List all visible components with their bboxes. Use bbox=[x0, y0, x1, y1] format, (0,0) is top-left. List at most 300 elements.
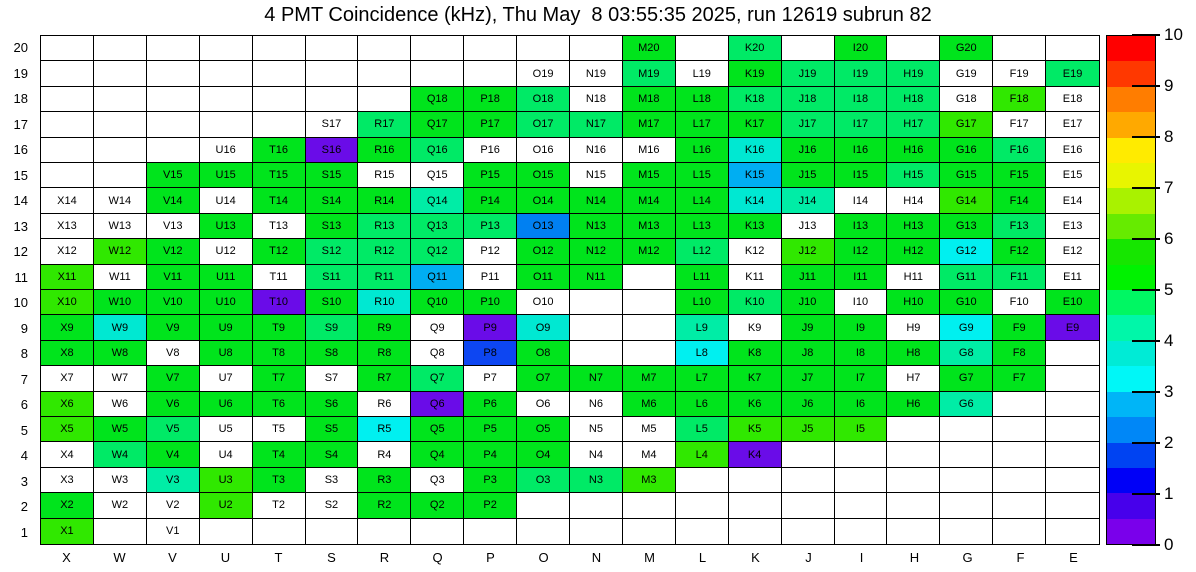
heatmap-cell: O16 bbox=[517, 138, 570, 163]
colorbar-tick-label: 10 bbox=[1164, 25, 1183, 44]
heatmap-cell bbox=[940, 468, 993, 493]
heatmap-cell: F18 bbox=[993, 87, 1046, 112]
heatmap-cell bbox=[993, 468, 1046, 493]
heatmap-cell: I7 bbox=[835, 366, 888, 391]
heatmap-cell: G10 bbox=[940, 290, 993, 315]
heatmap-cell: V13 bbox=[147, 214, 200, 239]
heatmap-cell: H8 bbox=[887, 341, 940, 366]
y-axis-label: 20 bbox=[13, 40, 28, 56]
heatmap-cell bbox=[729, 468, 782, 493]
heatmap-cell: J7 bbox=[782, 366, 835, 391]
heatmap-cell: I8 bbox=[835, 341, 888, 366]
heatmap-cell: O5 bbox=[517, 417, 570, 442]
heatmap-cell: S6 bbox=[306, 392, 359, 417]
heatmap-cell bbox=[464, 61, 517, 86]
heatmap-cell: V14 bbox=[147, 188, 200, 213]
heatmap-cell bbox=[411, 61, 464, 86]
heatmap-cell bbox=[623, 519, 676, 544]
heatmap-cell bbox=[306, 61, 359, 86]
heatmap-cell: R16 bbox=[358, 138, 411, 163]
heatmap-cell bbox=[940, 493, 993, 518]
heatmap-cell: T12 bbox=[253, 239, 306, 264]
heatmap-cell bbox=[1046, 493, 1099, 518]
heatmap-cell bbox=[1046, 417, 1099, 442]
heatmap-cell: I18 bbox=[835, 87, 888, 112]
heatmap-cell: V7 bbox=[147, 366, 200, 391]
heatmap-cell: R7 bbox=[358, 366, 411, 391]
heatmap-cell: X2 bbox=[41, 493, 94, 518]
x-axis-label: T bbox=[274, 549, 283, 565]
heatmap-cell: M3 bbox=[623, 468, 676, 493]
heatmap-cell: N11 bbox=[570, 265, 623, 290]
heatmap-cell: F9 bbox=[993, 315, 1046, 340]
heatmap-cell: I13 bbox=[835, 214, 888, 239]
heatmap-cell: E14 bbox=[1046, 188, 1099, 213]
x-axis-label: Q bbox=[432, 549, 443, 565]
heatmap-cell: W3 bbox=[94, 468, 147, 493]
heatmap-cell: W13 bbox=[94, 214, 147, 239]
colorbar-band bbox=[1107, 265, 1155, 290]
heatmap-cell: K13 bbox=[729, 214, 782, 239]
heatmap-cell: U11 bbox=[200, 265, 253, 290]
heatmap-cell: S12 bbox=[306, 239, 359, 264]
heatmap-cell: W7 bbox=[94, 366, 147, 391]
heatmap-cell bbox=[253, 519, 306, 544]
heatmap-cell bbox=[782, 36, 835, 61]
heatmap-cell: W14 bbox=[94, 188, 147, 213]
heatmap-cell bbox=[623, 341, 676, 366]
heatmap-cell bbox=[253, 87, 306, 112]
heatmap-cell: V12 bbox=[147, 239, 200, 264]
heatmap-cell: T13 bbox=[253, 214, 306, 239]
heatmap-cell: G20 bbox=[940, 36, 993, 61]
heatmap-cell bbox=[623, 290, 676, 315]
heatmap-cell: F15 bbox=[993, 163, 1046, 188]
heatmap-cell: I16 bbox=[835, 138, 888, 163]
heatmap-cell: M6 bbox=[623, 392, 676, 417]
heatmap-cell: E10 bbox=[1046, 290, 1099, 315]
heatmap-cell: F7 bbox=[993, 366, 1046, 391]
colorbar-tick-label: 6 bbox=[1164, 229, 1174, 248]
heatmap-cell: K8 bbox=[729, 341, 782, 366]
heatmap-cell bbox=[94, 138, 147, 163]
heatmap-cell bbox=[464, 519, 517, 544]
colorbar-band bbox=[1107, 315, 1155, 340]
heatmap-cell: N18 bbox=[570, 87, 623, 112]
heatmap-cell: M20 bbox=[623, 36, 676, 61]
heatmap-cell: X6 bbox=[41, 392, 94, 417]
heatmap-cell: T5 bbox=[253, 417, 306, 442]
heatmap-cell: Q11 bbox=[411, 265, 464, 290]
heatmap-cell: K14 bbox=[729, 188, 782, 213]
colorbar-band bbox=[1107, 214, 1155, 239]
heatmap-cell: L4 bbox=[676, 442, 729, 467]
heatmap-cell bbox=[887, 519, 940, 544]
heatmap-cell: W11 bbox=[94, 265, 147, 290]
heatmap-cell bbox=[993, 442, 1046, 467]
heatmap-cell: T3 bbox=[253, 468, 306, 493]
heatmap-cell bbox=[887, 493, 940, 518]
heatmap-cell bbox=[200, 36, 253, 61]
x-axis-label: E bbox=[1069, 549, 1078, 565]
heatmap-cell: S2 bbox=[306, 493, 359, 518]
colorbar-band bbox=[1107, 61, 1155, 86]
heatmap-cell: J6 bbox=[782, 392, 835, 417]
heatmap-cell: O12 bbox=[517, 239, 570, 264]
heatmap-cell bbox=[147, 87, 200, 112]
heatmap-cell: L13 bbox=[676, 214, 729, 239]
heatmap-cell: S11 bbox=[306, 265, 359, 290]
heatmap-cell: Q7 bbox=[411, 366, 464, 391]
heatmap-cell: S5 bbox=[306, 417, 359, 442]
heatmap-cell: X4 bbox=[41, 442, 94, 467]
x-axis-label: S bbox=[327, 549, 336, 565]
heatmap-cell: H13 bbox=[887, 214, 940, 239]
colorbar-band bbox=[1107, 138, 1155, 163]
heatmap-cell: N3 bbox=[570, 468, 623, 493]
heatmap-cell: N14 bbox=[570, 188, 623, 213]
heatmap-cell: E16 bbox=[1046, 138, 1099, 163]
y-axis-label: 7 bbox=[20, 371, 28, 387]
heatmap-cell bbox=[570, 493, 623, 518]
heatmap-cell: H11 bbox=[887, 265, 940, 290]
heatmap-cell: V9 bbox=[147, 315, 200, 340]
heatmap-cell: R17 bbox=[358, 112, 411, 137]
heatmap-cell: G12 bbox=[940, 239, 993, 264]
heatmap-cell: Q18 bbox=[411, 87, 464, 112]
heatmap-cell bbox=[1046, 442, 1099, 467]
heatmap-cell: J15 bbox=[782, 163, 835, 188]
heatmap-cell: F8 bbox=[993, 341, 1046, 366]
heatmap-cell: G9 bbox=[940, 315, 993, 340]
heatmap-cell: W8 bbox=[94, 341, 147, 366]
heatmap-cell: K4 bbox=[729, 442, 782, 467]
heatmap-cell bbox=[517, 493, 570, 518]
heatmap-cell: K5 bbox=[729, 417, 782, 442]
heatmap-cell: S13 bbox=[306, 214, 359, 239]
heatmap-cell: P4 bbox=[464, 442, 517, 467]
heatmap-cell: I15 bbox=[835, 163, 888, 188]
heatmap-cell bbox=[200, 87, 253, 112]
heatmap-cell: N6 bbox=[570, 392, 623, 417]
colorbar-tick-label: 4 bbox=[1164, 331, 1174, 350]
colorbar-band bbox=[1107, 341, 1155, 366]
y-axis-label: 10 bbox=[13, 295, 28, 311]
x-axis-label: I bbox=[859, 549, 864, 565]
heatmap-cell: R5 bbox=[358, 417, 411, 442]
heatmap-cell: R8 bbox=[358, 341, 411, 366]
heatmap-cell: X12 bbox=[41, 239, 94, 264]
heatmap-cell bbox=[570, 290, 623, 315]
heatmap-cell: P3 bbox=[464, 468, 517, 493]
heatmap-cell: K10 bbox=[729, 290, 782, 315]
heatmap-cell bbox=[253, 112, 306, 137]
heatmap-cell: N7 bbox=[570, 366, 623, 391]
heatmap-cell bbox=[41, 163, 94, 188]
heatmap-cell: R9 bbox=[358, 315, 411, 340]
heatmap-cell: T6 bbox=[253, 392, 306, 417]
heatmap-cell: U15 bbox=[200, 163, 253, 188]
heatmap-cell: W10 bbox=[94, 290, 147, 315]
heatmap-cell: V5 bbox=[147, 417, 200, 442]
colorbar-band bbox=[1107, 468, 1155, 493]
x-axis-label: O bbox=[538, 549, 549, 565]
heatmap-cell bbox=[993, 417, 1046, 442]
colorbar-tick-label: 5 bbox=[1164, 280, 1174, 299]
heatmap-cell: W5 bbox=[94, 417, 147, 442]
heatmap-cell bbox=[411, 519, 464, 544]
heatmap-cell bbox=[41, 138, 94, 163]
heatmap-cell bbox=[1046, 36, 1099, 61]
heatmap-cell: R3 bbox=[358, 468, 411, 493]
x-axis-label: L bbox=[698, 549, 707, 565]
heatmap-cell: O19 bbox=[517, 61, 570, 86]
heatmap-cell bbox=[782, 442, 835, 467]
heatmap-cell: P16 bbox=[464, 138, 517, 163]
heatmap-cell: X9 bbox=[41, 315, 94, 340]
heatmap-cell: M15 bbox=[623, 163, 676, 188]
heatmap-cell bbox=[782, 493, 835, 518]
heatmap-cell: F14 bbox=[993, 188, 1046, 213]
heatmap-cell: Q12 bbox=[411, 239, 464, 264]
heatmap-cell: J8 bbox=[782, 341, 835, 366]
heatmap-cell: G16 bbox=[940, 138, 993, 163]
heatmap-cell: R12 bbox=[358, 239, 411, 264]
heatmap-cell: O18 bbox=[517, 87, 570, 112]
heatmap-cell: V11 bbox=[147, 265, 200, 290]
colorbar-tick-label: 3 bbox=[1164, 382, 1174, 401]
heatmap-cell: K9 bbox=[729, 315, 782, 340]
heatmap-cell: J17 bbox=[782, 112, 835, 137]
heatmap-cell: L11 bbox=[676, 265, 729, 290]
heatmap-cell: Q10 bbox=[411, 290, 464, 315]
heatmap-cell bbox=[358, 519, 411, 544]
heatmap-cell: H17 bbox=[887, 112, 940, 137]
heatmap-cell: J13 bbox=[782, 214, 835, 239]
heatmap-cell: Q6 bbox=[411, 392, 464, 417]
heatmap-cell: K17 bbox=[729, 112, 782, 137]
y-axis-label: 16 bbox=[13, 142, 28, 158]
heatmap-cell bbox=[411, 36, 464, 61]
chart-title: 4 PMT Coincidence (kHz), Thu May 8 03:55:35 2025, run 12619 subrun 82 bbox=[264, 4, 932, 26]
y-axis-label: 14 bbox=[13, 193, 28, 209]
heatmap-cell: M13 bbox=[623, 214, 676, 239]
heatmap-cell: L8 bbox=[676, 341, 729, 366]
heatmap-cell: L5 bbox=[676, 417, 729, 442]
heatmap-cell: F11 bbox=[993, 265, 1046, 290]
heatmap-cell: K11 bbox=[729, 265, 782, 290]
colorbar-band bbox=[1107, 392, 1155, 417]
heatmap-cell: U14 bbox=[200, 188, 253, 213]
heatmap-cell: R14 bbox=[358, 188, 411, 213]
colorbar-tick-label: 1 bbox=[1164, 484, 1174, 503]
heatmap-cell bbox=[887, 468, 940, 493]
heatmap-cell: G14 bbox=[940, 188, 993, 213]
heatmap-cell: O14 bbox=[517, 188, 570, 213]
heatmap-cell: N5 bbox=[570, 417, 623, 442]
y-axis-label: 1 bbox=[20, 524, 28, 540]
heatmap-cell: Q13 bbox=[411, 214, 464, 239]
y-axis-label: 13 bbox=[13, 218, 28, 234]
heatmap-cell: P8 bbox=[464, 341, 517, 366]
heatmap-cell: I17 bbox=[835, 112, 888, 137]
heatmap-cell: W2 bbox=[94, 493, 147, 518]
heatmap-grid bbox=[40, 35, 1100, 545]
heatmap-cell: J9 bbox=[782, 315, 835, 340]
heatmap-cell bbox=[940, 442, 993, 467]
heatmap-cell: V2 bbox=[147, 493, 200, 518]
heatmap-cell: F10 bbox=[993, 290, 1046, 315]
colorbar-tick-label: 7 bbox=[1164, 178, 1174, 197]
heatmap-cell: L18 bbox=[676, 87, 729, 112]
x-axis-label: X bbox=[62, 549, 71, 565]
heatmap-cell: P17 bbox=[464, 112, 517, 137]
heatmap-cell: Q4 bbox=[411, 442, 464, 467]
heatmap-cell: S14 bbox=[306, 188, 359, 213]
heatmap-cell: L15 bbox=[676, 163, 729, 188]
y-axis-label: 2 bbox=[20, 499, 28, 515]
heatmap-cell bbox=[94, 36, 147, 61]
heatmap-cell: O9 bbox=[517, 315, 570, 340]
heatmap-cell: O6 bbox=[517, 392, 570, 417]
y-axis-label: 19 bbox=[13, 65, 28, 81]
heatmap-cell: N4 bbox=[570, 442, 623, 467]
heatmap-cell bbox=[41, 87, 94, 112]
heatmap-cell bbox=[200, 112, 253, 137]
heatmap-cell bbox=[729, 519, 782, 544]
heatmap-cell: I20 bbox=[835, 36, 888, 61]
heatmap-cell: U4 bbox=[200, 442, 253, 467]
heatmap-cell: F13 bbox=[993, 214, 1046, 239]
heatmap-cell: T8 bbox=[253, 341, 306, 366]
colorbar-band bbox=[1107, 417, 1155, 442]
heatmap-cell: N17 bbox=[570, 112, 623, 137]
y-axis-label: 3 bbox=[20, 473, 28, 489]
heatmap-cell bbox=[623, 315, 676, 340]
heatmap-cell: V4 bbox=[147, 442, 200, 467]
colorbar-band bbox=[1107, 366, 1155, 391]
heatmap-cell: T14 bbox=[253, 188, 306, 213]
heatmap-cell: O11 bbox=[517, 265, 570, 290]
heatmap-cell bbox=[1046, 366, 1099, 391]
heatmap-cell bbox=[570, 315, 623, 340]
y-axis-label: 11 bbox=[14, 269, 28, 285]
heatmap-cell: L19 bbox=[676, 61, 729, 86]
heatmap-cell: G15 bbox=[940, 163, 993, 188]
heatmap-cell bbox=[1046, 519, 1099, 544]
heatmap-cell: U10 bbox=[200, 290, 253, 315]
heatmap-cell: W12 bbox=[94, 239, 147, 264]
y-axis-label: 5 bbox=[20, 422, 28, 438]
heatmap-cell bbox=[41, 112, 94, 137]
heatmap-cell bbox=[147, 138, 200, 163]
heatmap-cell: X11 bbox=[41, 265, 94, 290]
heatmap-cell: J11 bbox=[782, 265, 835, 290]
heatmap-cell: J12 bbox=[782, 239, 835, 264]
colorbar-tick-label: 9 bbox=[1164, 76, 1174, 95]
colorbar-tick-label: 2 bbox=[1164, 433, 1174, 452]
heatmap-cell: P2 bbox=[464, 493, 517, 518]
heatmap-cell bbox=[835, 519, 888, 544]
x-axis-label: N bbox=[591, 549, 602, 565]
heatmap-cell: G17 bbox=[940, 112, 993, 137]
heatmap-cell bbox=[623, 265, 676, 290]
heatmap-cell: T15 bbox=[253, 163, 306, 188]
heatmap-cell: R13 bbox=[358, 214, 411, 239]
heatmap-cell: M14 bbox=[623, 188, 676, 213]
colorbar-band bbox=[1107, 188, 1155, 213]
heatmap-cell: U6 bbox=[200, 392, 253, 417]
heatmap-cell: V3 bbox=[147, 468, 200, 493]
heatmap-cell: X10 bbox=[41, 290, 94, 315]
heatmap-cell: L16 bbox=[676, 138, 729, 163]
heatmap-cell: N19 bbox=[570, 61, 623, 86]
x-axis-label: V bbox=[168, 549, 177, 565]
heatmap-cell: S3 bbox=[306, 468, 359, 493]
heatmap-cell: H18 bbox=[887, 87, 940, 112]
heatmap-cell: S7 bbox=[306, 366, 359, 391]
heatmap-cell bbox=[200, 519, 253, 544]
heatmap-cell: K20 bbox=[729, 36, 782, 61]
x-axis-label: J bbox=[805, 549, 812, 565]
heatmap-cell: G6 bbox=[940, 392, 993, 417]
y-axis-label: 17 bbox=[13, 116, 28, 132]
heatmap-cell: E11 bbox=[1046, 265, 1099, 290]
heatmap-cell bbox=[253, 36, 306, 61]
heatmap-cell bbox=[782, 519, 835, 544]
heatmap-cell: S17 bbox=[306, 112, 359, 137]
heatmap-cell: S9 bbox=[306, 315, 359, 340]
heatmap-cell: M7 bbox=[623, 366, 676, 391]
heatmap-cell: N16 bbox=[570, 138, 623, 163]
heatmap-cell: Q9 bbox=[411, 315, 464, 340]
heatmap-cell: X13 bbox=[41, 214, 94, 239]
heatmap-cell bbox=[306, 87, 359, 112]
heatmap-cell: H9 bbox=[887, 315, 940, 340]
y-axis-label: 12 bbox=[13, 244, 28, 260]
heatmap-cell bbox=[676, 36, 729, 61]
heatmap-cell: T7 bbox=[253, 366, 306, 391]
heatmap-cell: T4 bbox=[253, 442, 306, 467]
heatmap-cell: P11 bbox=[464, 265, 517, 290]
heatmap-cell: Q14 bbox=[411, 188, 464, 213]
heatmap-cell: S16 bbox=[306, 138, 359, 163]
heatmap-cell bbox=[358, 36, 411, 61]
heatmap-cell: E19 bbox=[1046, 61, 1099, 86]
heatmap-cell bbox=[887, 417, 940, 442]
heatmap-cell: J18 bbox=[782, 87, 835, 112]
heatmap-cell: F16 bbox=[993, 138, 1046, 163]
heatmap-cell: I14 bbox=[835, 188, 888, 213]
heatmap-cell bbox=[306, 36, 359, 61]
heatmap-cell bbox=[940, 519, 993, 544]
heatmap-cell bbox=[1046, 468, 1099, 493]
heatmap-cell: P10 bbox=[464, 290, 517, 315]
heatmap-cell: T16 bbox=[253, 138, 306, 163]
heatmap-cell: H16 bbox=[887, 138, 940, 163]
heatmap-cell: M16 bbox=[623, 138, 676, 163]
heatmap-cell: T9 bbox=[253, 315, 306, 340]
heatmap-cell: X14 bbox=[41, 188, 94, 213]
colorbar-tick-label: 0 bbox=[1164, 535, 1174, 554]
heatmap-cell: M12 bbox=[623, 239, 676, 264]
heatmap-cell: I19 bbox=[835, 61, 888, 86]
y-axis-label: 4 bbox=[20, 448, 28, 464]
heatmap-cell: H19 bbox=[887, 61, 940, 86]
heatmap-cell: V6 bbox=[147, 392, 200, 417]
colorbar-band bbox=[1107, 290, 1155, 315]
heatmap-cell: F19 bbox=[993, 61, 1046, 86]
